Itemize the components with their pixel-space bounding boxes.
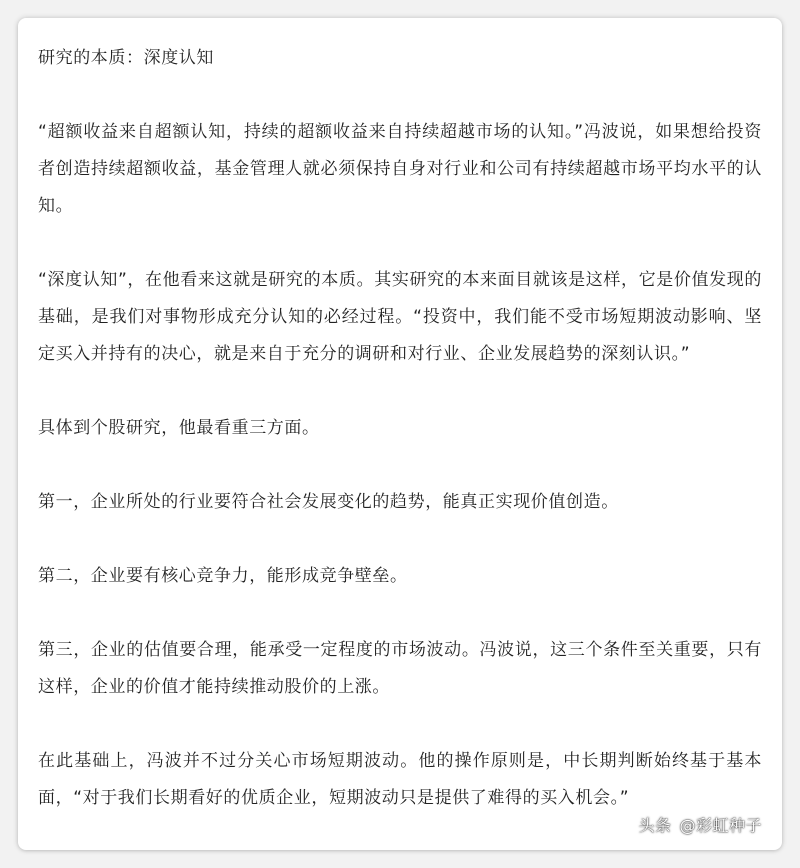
watermark-source: 头条 (638, 816, 672, 835)
watermark (638, 813, 762, 836)
watermark-author: @彩虹种子 (679, 816, 762, 835)
paragraph: 具体到个股研究，他最看重三方面。 (38, 418, 320, 438)
paragraph: 第二，企业要有核心竞争力，能形成竞争壁垒。 (38, 566, 408, 586)
paragraph: “超额收益来自超额认知，持续的超额收益来自持续超越市场的认知。”冯波说，如果想给投资者创造持续超额收益，基金管理人就必须保持自身对行业和公司有持续超越市场平均水平的认知。 (38, 122, 762, 216)
article-body (38, 40, 762, 850)
article-card (18, 18, 782, 850)
section-heading: 研究的本质：深度认知 (38, 48, 214, 68)
paragraph: 在此基础上，冯波并不过分关心市场短期波动。他的操作原则是，中长期判断始终基于基本面，“对于我们长期看好的优质企业，短期波动只是提供了难得的买入机会。” (38, 751, 762, 808)
paragraph: 第三，企业的估值要合理，能承受一定程度的市场波动。冯波说，这三个条件至关重要，只有这样，企业的价值才能持续推动股价的上涨。 (38, 640, 762, 697)
paragraph: 第一，企业所处的行业要符合社会发展变化的趋势，能真正实现价值创造。 (38, 492, 619, 512)
paragraph: “深度认知”，在他看来这就是研究的本质。其实研究的本来面目就该是这样，它是价值发现的基础，是我们对事物形成充分认知的必经过程。“投资中，我们能不受市场短期波动影响、坚定买入并持有的决心，就是来自于充分的调研和对行业、企业发展趋势的深刻认识。” (38, 270, 762, 364)
